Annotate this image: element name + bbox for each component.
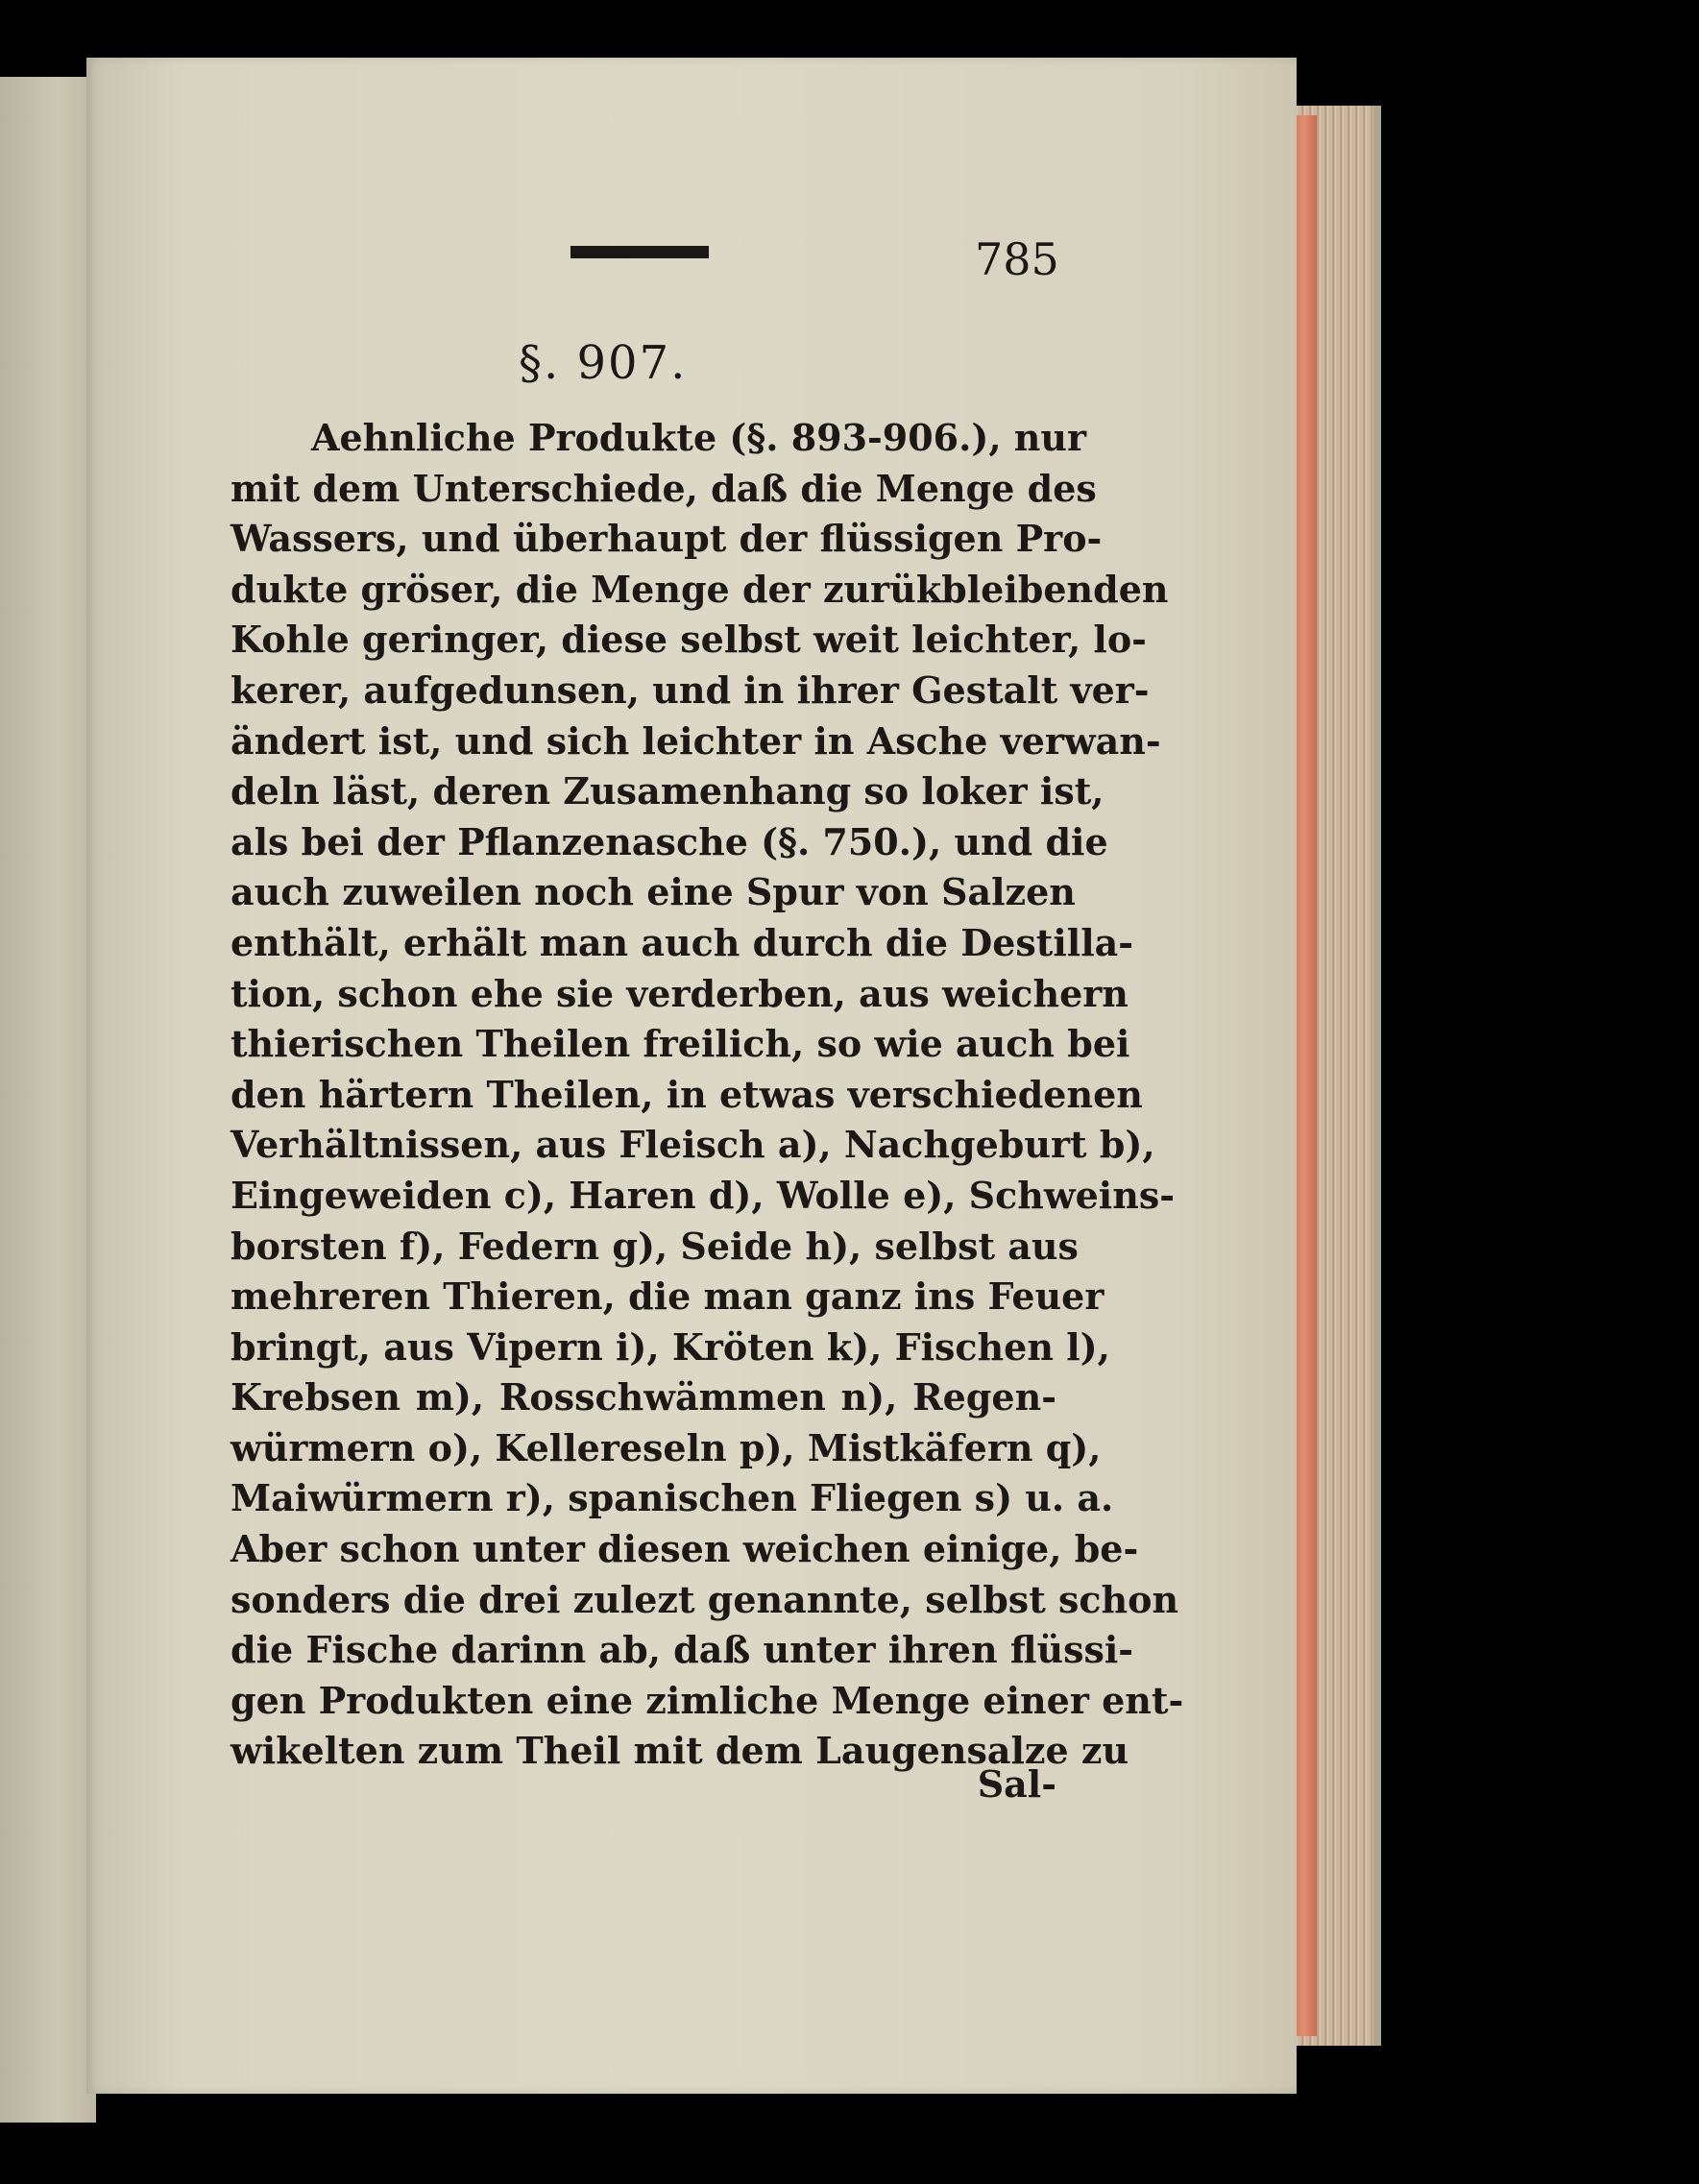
text-line: Aber schon unter diesen weichen einige, be- xyxy=(231,1527,1139,1571)
text-line: enthält, erhält man auch durch die Destilla- xyxy=(231,920,1134,964)
text-line: die Fische darinn ab, daß unter ihren flüssi- xyxy=(231,1628,1134,1672)
text-line: den härtern Theilen, in etwas verschiedenen xyxy=(231,1072,1143,1116)
catchword: Sal- xyxy=(977,1762,1056,1806)
text-line: ändert ist, und sich leichter in Asche verwan- xyxy=(231,718,1161,763)
text-line: als bei der Pflanzenasche (§. 750.), und die xyxy=(231,819,1108,863)
text-line: Maiwürmern r), spanischen Fliegen s) u. a. xyxy=(231,1476,1114,1520)
section-heading: §. 907. xyxy=(519,336,688,390)
text-line: Eingeweiden c), Haren d), Wolle e), Schweins- xyxy=(231,1173,1176,1217)
facing-page-edge xyxy=(0,77,96,2123)
text-line: gen Produkten eine zimliche Menge einer ent- xyxy=(231,1678,1184,1722)
text-line: Aehnliche Produkte (§. 893-906.), nur xyxy=(311,416,1087,459)
text-line: deln läst, deren Zusamenhang so loker ist, xyxy=(231,769,1104,813)
text-line: Verhältnissen, aus Fleisch a), Nachgeburt b), xyxy=(231,1123,1155,1167)
text-line: würmern o), Kellereseln p), Mistkäfern q), xyxy=(231,1425,1102,1469)
text-line: tion, schon ehe sie verderben, aus weichern xyxy=(231,971,1129,1015)
text-line: borsten f), Federn g), Seide h), selbst aus xyxy=(231,1224,1079,1268)
text-line: auch zuweilen noch eine Spur von Salzen xyxy=(231,870,1076,914)
text-line: dukte gröser, die Menge der zurükbleibenden xyxy=(231,567,1169,611)
text-line: thierischen Theilen freilich, so wie auch bei xyxy=(231,1022,1130,1066)
header-rule xyxy=(570,246,709,258)
text-line: kerer, aufgedunsen, und in ihrer Gestalt ver- xyxy=(231,667,1150,712)
text-line: sonders die drei zulezt genannte, selbst schon xyxy=(231,1577,1179,1621)
text-line: wikelten zum Theil mit dem Laugensalze zu xyxy=(231,1729,1129,1773)
text-line: Kohle geringer, diese selbst weit leichter, lo- xyxy=(231,618,1147,662)
text-line: mehreren Thieren, die man ganz ins Feuer xyxy=(231,1274,1104,1319)
text-line: mit dem Unterschiede, daß die Menge des xyxy=(231,466,1097,510)
page-number: 785 xyxy=(975,233,1059,285)
text-line: bringt, aus Vipern i), Kröten k), Fischen l), xyxy=(231,1324,1110,1369)
body-text xyxy=(231,413,1184,1777)
text-line: Wassers, und überhaupt der flüssigen Pro- xyxy=(231,517,1103,561)
text-line: Krebsen m), Rosschwämmen n), Regen- xyxy=(231,1375,1056,1420)
